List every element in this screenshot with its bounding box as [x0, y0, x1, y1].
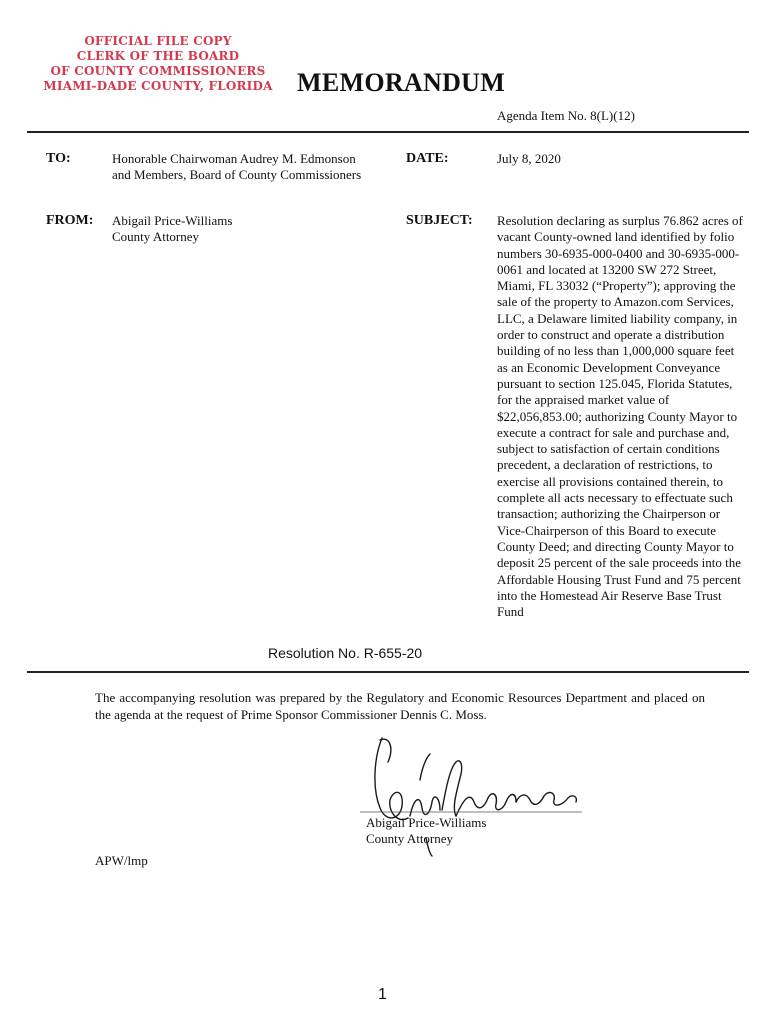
date-label: DATE:	[406, 151, 449, 166]
to-label: TO:	[46, 151, 71, 166]
official-file-copy-stamp	[40, 34, 276, 94]
resolution-number: Resolution No. R-655-20	[268, 645, 423, 661]
from-line: Abigail Price-Williams	[112, 213, 233, 228]
author-initials: APW/lmp	[95, 853, 148, 868]
stamp-line: OFFICIAL FILE COPY	[84, 34, 232, 48]
stamp-line: MIAMI-DADE COUNTY, FLORIDA	[43, 79, 273, 93]
from-sender	[112, 213, 232, 246]
subject-label: SUBJECT:	[406, 213, 473, 228]
to-recipients	[112, 151, 361, 184]
stamp-line: CLERK OF THE BOARD	[76, 49, 240, 63]
subject-text: Resolution declaring as surplus 76.862 acres of vacant County-owned land identified by folio numbers 30-6935-000-0400 and 30-6935-000-0061 and located at 13200 SW 272 Street, Miami, FL 33032 (“Property”); approving the sale of the property to Amazon.com Services, LLC, a Delaware limited liability company, in order to construct and operate a distribution building of no less than 1,000,000 square feet as an Economic Development Conveyance pursuant to section 125.045, Florida Statutes, for the appraised market value of $22,056,853.00; authorizing County Mayor to execute a contract for sale and purchase and, subject to satisfaction of certain conditions precedent, a declaration of restrictions, to exercise all provisions contained therein, to complete all acts necessary to effectuate such transaction; authorizing the Chairperson or Vice-Chairperson of this Board to execute County Deed; and directing County Mayor to deposit 25 percent of the sale proceeds into the Affordable Housing Trust Fund and 75 percent into the Homestead Air Reserve Base Trust Fund	[497, 213, 743, 620]
signatory-name: Abigail Price-Williams	[366, 815, 487, 830]
signatory-title: County Attorney	[366, 831, 454, 846]
from-line: County Attorney	[112, 229, 200, 245]
to-line: Honorable Chairwoman Audrey M. Edmonson	[112, 151, 356, 166]
page-number: 1	[378, 986, 387, 1003]
body-paragraph: The accompanying resolution was prepared by the Regulatory and Economic Resources Department and placed on the agenda at the request of Prime Sponsor Commissioner Dennis C. Moss.	[95, 690, 705, 722]
from-label: FROM:	[46, 213, 94, 228]
agenda-item-number: Agenda Item No. 8(L)(12)	[497, 108, 635, 123]
to-line: and Members, Board of County Commissioners	[112, 167, 362, 183]
memo-title: MEMORANDUM	[297, 68, 506, 97]
date-value: July 8, 2020	[497, 151, 561, 166]
header-divider	[27, 131, 749, 133]
stamp-line: OF COUNTY COMMISSIONERS	[50, 64, 266, 78]
signatory-block	[366, 815, 486, 847]
body-divider	[27, 671, 749, 673]
